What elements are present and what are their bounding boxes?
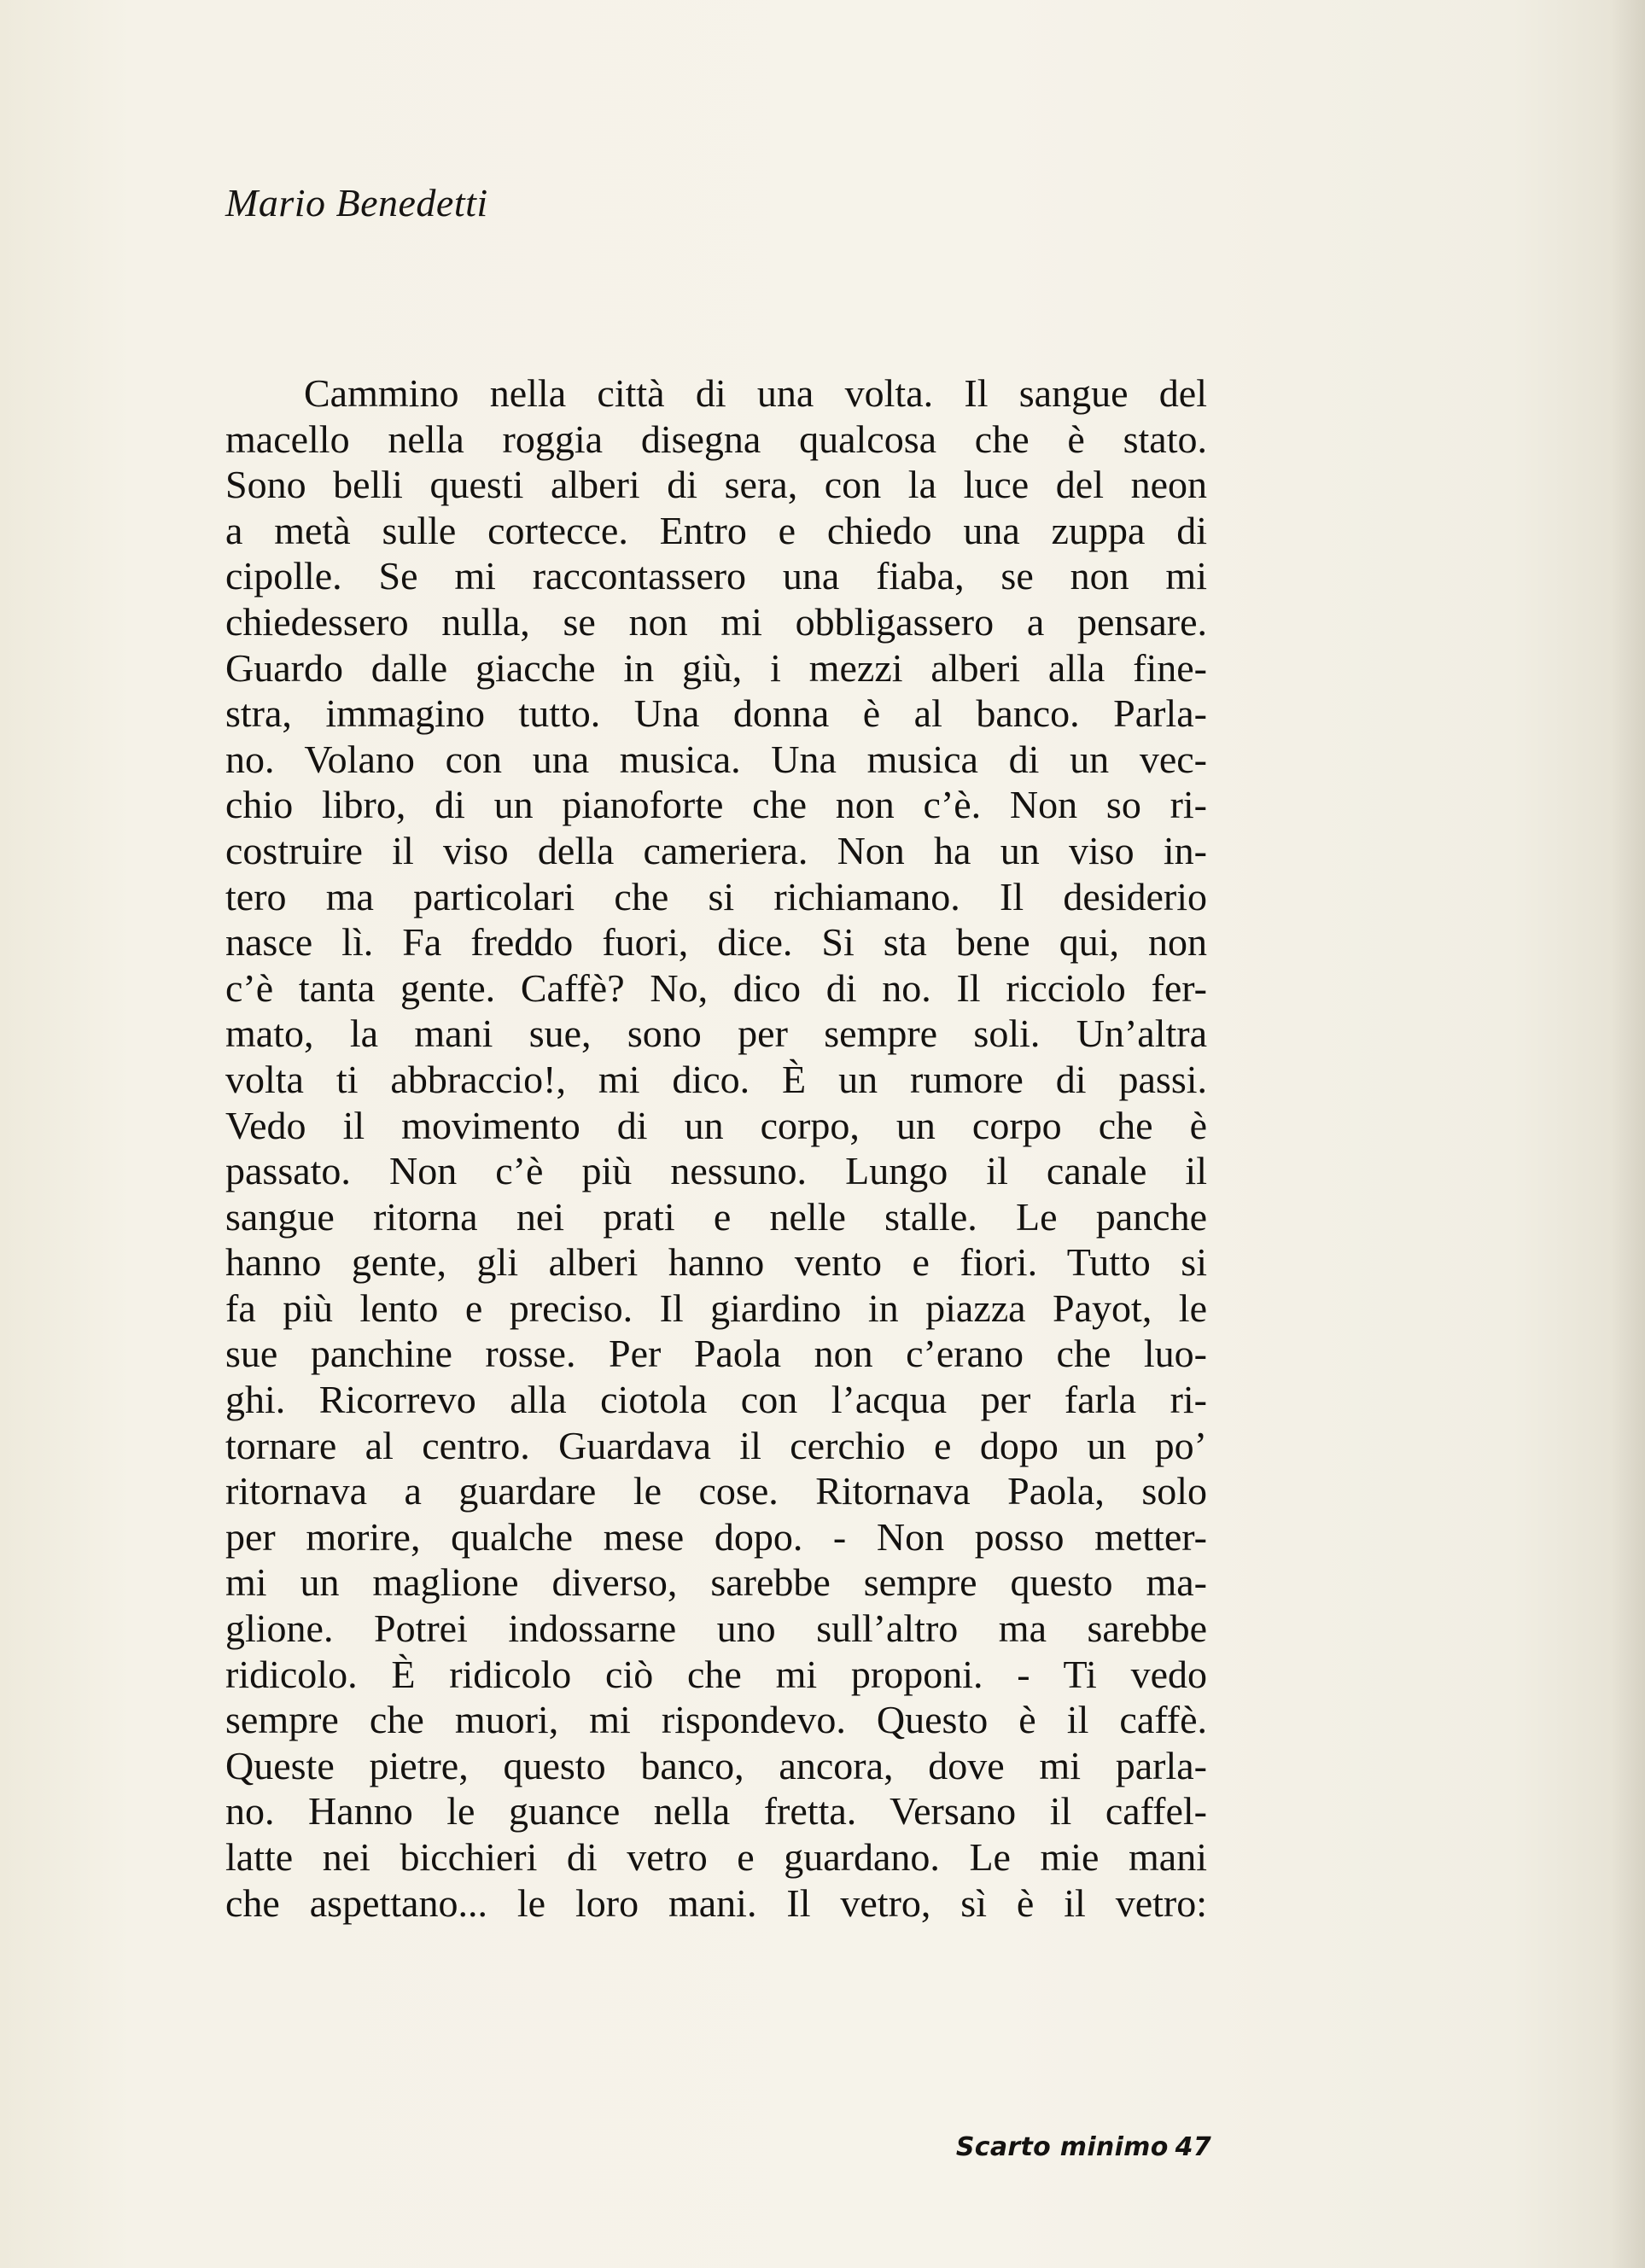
text-line: che aspettano... le loro mani. Il vetro, sì è il vetro: (225, 1880, 1207, 1925)
text-line: Guardo dalle giacche in giù, i mezzi alberi alla fine- (225, 645, 1207, 690)
text-line: sangue ritorna nei prati e nelle stalle. Le panche (225, 1194, 1207, 1239)
running-title: Scarto minimo (955, 2132, 1169, 2162)
text-line: ridicolo. È ridicolo ciò che mi proponi. - Ti vedo (225, 1652, 1207, 1696)
text-line: sempre che muori, mi rispondevo. Questo è il caffè. (225, 1698, 1207, 1742)
text-line: ghi. Ricorrevo alla ciotola con l’acqua per farla ri- (225, 1378, 1207, 1422)
page-edge-shadow (1611, 0, 1645, 2268)
text-line: volta ti abbraccio!, mi dico. È un rumore di passi. (225, 1057, 1207, 1101)
text-line: tero ma particolari che si richiamano. Il desiderio (225, 874, 1207, 918)
text-line: per morire, qualche mese dopo. - Non posso metter- (225, 1514, 1207, 1559)
running-footer (956, 2131, 1211, 2165)
text-line: stra, immagino tutto. Una donna è al banco. Parla- (225, 691, 1207, 736)
text-line: passato. Non c’è più nessuno. Lungo il canale il (225, 1149, 1207, 1193)
text-line: a metà sulle cortecce. Entro e chiedo una zuppa di (225, 508, 1207, 552)
text-line: no. Hanno le guance nella fretta. Versano il caffel- (225, 1789, 1207, 1834)
text-line: Cammino nella città di una volta. Il sangue del (304, 371, 1207, 415)
text-line: cipolle. Se mi raccontassero una fiaba, se non mi (225, 554, 1207, 598)
text-line: sue panchine rosse. Per Paola non c’erano che luo- (225, 1332, 1207, 1376)
text-line: hanno gente, gli alberi hanno vento e fiori. Tutto si (225, 1240, 1207, 1285)
text-line: c’è tanta gente. Caffè? No, dico di no. Il ricciolo fer- (225, 965, 1207, 1010)
text-line: Sono belli questi alberi di sera, con la luce del neon (225, 463, 1207, 507)
text-line: costruire il viso della cameriera. Non ha un viso in- (225, 828, 1207, 872)
page-number: 47 (1175, 2132, 1211, 2162)
text-line: latte nei bicchieri di vetro e guardano. Le mie mani (225, 1835, 1207, 1879)
author-name: Mario Benedetti (225, 181, 488, 224)
text-line: mi un maglione diverso, sarebbe sempre questo ma- (225, 1560, 1207, 1605)
text-line: no. Volano con una musica. Una musica di un vec- (225, 737, 1207, 781)
prose-paragraph (225, 370, 1207, 1926)
text-line: ritornava a guardare le cose. Ritornava Paola, solo (225, 1469, 1207, 1513)
text-line: nasce lì. Fa freddo fuori, dice. Si sta bene qui, non (225, 920, 1207, 965)
text-line: mato, la mani sue, sono per sempre soli. Un’altra (225, 1012, 1207, 1056)
text-line: fa più lento e preciso. Il giardino in piazza Payot, le (225, 1286, 1207, 1330)
text-line: Queste pietre, questo banco, ancora, dove mi parla- (225, 1743, 1207, 1787)
text-line: tornare al centro. Guardava il cerchio e dopo un po’ (225, 1423, 1207, 1467)
text-line: Vedo il movimento di un corpo, un corpo che è (225, 1103, 1207, 1147)
text-line: macello nella roggia disegna qualcosa che è stato. (225, 417, 1207, 461)
text-line: chio libro, di un pianoforte che non c’è. Non so ri- (225, 783, 1207, 827)
text-line: glione. Potrei indossarne uno sull’altro ma sarebbe (225, 1606, 1207, 1651)
text-line: chiedessero nulla, se non mi obbligassero a pensare. (225, 599, 1207, 644)
